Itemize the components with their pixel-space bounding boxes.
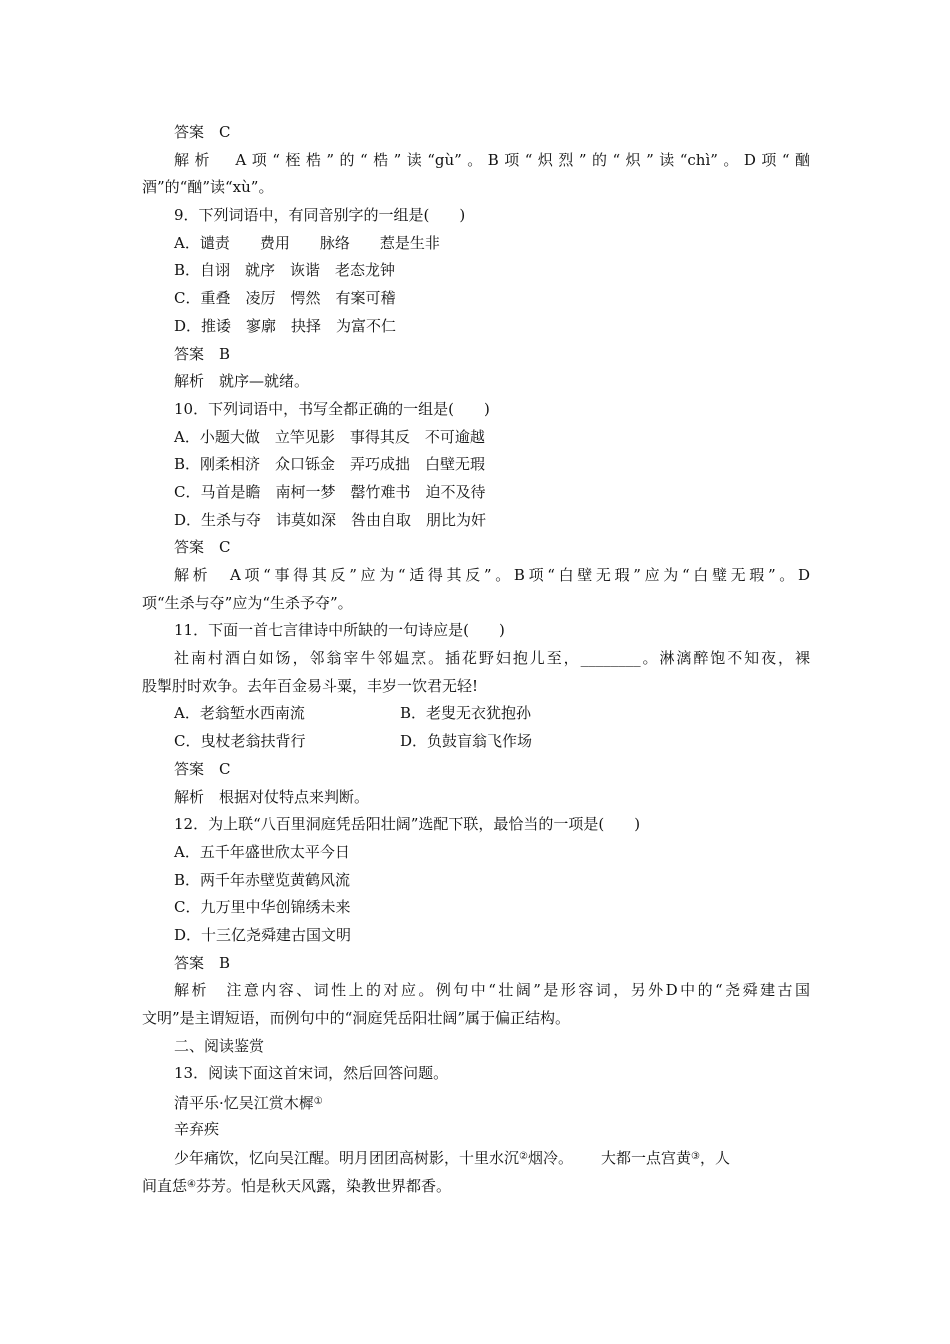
question-12: 12．为上联“八百里洞庭凭岳阳壮阔”选配下联，最恰当的一项是( ): [174, 815, 641, 834]
option-b: B．刚柔相济 众口铄金 弄巧成拙 白壁无瑕: [174, 455, 486, 474]
explanation-line: 酒”的“酗”读“xù”。: [142, 178, 274, 197]
explanation-line: 解析 根据对仗特点来判断。: [174, 787, 370, 806]
option-d: D．推诿 寥廓 抉择 为富不仁: [174, 316, 397, 335]
answer-line: 答案 B: [174, 344, 231, 363]
explanation-line: 解析 注意内容、词性上的对应。例句中“壮阔”是形容词，另外D中的“尧舜建古国: [174, 981, 810, 1000]
poem-line: 股掣肘时欢争。去年百金易斗粟，丰岁一饮君无轻!: [142, 676, 479, 695]
explanation-line: 解析 A项“桎梏”的“梏”读“gù”。B项“炽烈”的“炽”读“chì”。D项“酗: [174, 150, 810, 169]
poem-author: 辛弃疾: [174, 1119, 220, 1138]
question-9: 9．下列词语中，有同音别字的一组是( ): [174, 206, 466, 225]
option-a: A．老翁堑水西南流: [174, 704, 305, 723]
option-c: C．马首是瞻 南柯一梦 罄竹难书 迫不及待: [174, 482, 486, 501]
poem-text: 少年痛饮，忆向吴江醒。明月团团高树影，十里水沉②烟冷。 大都一点宫黄③，人: [174, 1149, 730, 1168]
option-d: D．负鼓盲翁飞作场: [400, 732, 533, 751]
options-row: [142, 700, 810, 728]
option-a: A．谴责 费用 脉络 惹是生非: [174, 233, 440, 252]
question-13: 13．阅读下面这首宋词，然后回答问题。: [174, 1064, 449, 1083]
section-heading: 二、阅读鉴赏: [174, 1036, 265, 1055]
options-row: [142, 728, 810, 756]
answer-line: 答案 C: [174, 759, 231, 778]
footnote-mark: ③: [691, 1151, 700, 1163]
poem-line: 社南村酒白如饧，邻翁宰牛邻媪烹。插花野妇抱儿至，________。淋漓醉饱不知夜，裸: [174, 649, 810, 668]
answer-line: 答案 B: [174, 953, 231, 972]
question-11: 11．下面一首七言律诗中所缺的一句诗应是( ): [174, 621, 505, 640]
poem-text: 间直恁④芬芳。怕是秋天风露，染教世界都香。: [142, 1177, 451, 1196]
explanation-line: 解析 就序—就绪。: [174, 372, 310, 391]
explanation-line: 文明”是主谓短语，而例句中的“洞庭凭岳阳壮阔”属于偏正结构。: [142, 1009, 571, 1027]
option-b: B．两千年赤壁览黄鹤风流: [174, 870, 351, 889]
footnote-mark: ②: [519, 1151, 528, 1163]
answer-line: 答案 C: [174, 123, 231, 141]
question-10: 10．下列词语中，书写全都正确的一组是( ): [174, 399, 490, 418]
poem-title: 清平乐·忆吴江赏木樨①: [174, 1094, 323, 1113]
document-body: [142, 119, 810, 1199]
option-c: C．九万里中华创锦绣未来: [174, 898, 351, 917]
option-b: B．老叟无衣犹抱孙: [400, 704, 532, 723]
option-b: B．自诩 就序 诙谐 老态龙钟: [174, 261, 396, 280]
option-d: D．十三亿尧舜建古国文明: [174, 925, 352, 944]
option-c: C．曳杖老翁扶背行: [174, 732, 306, 751]
footnote-mark: ①: [313, 1096, 323, 1108]
option-a: A．小题大做 立竿见影 事得其反 不可逾越: [174, 427, 485, 446]
option-d: D．生杀与夺 讳莫如深 咎由自取 朋比为奸: [174, 510, 487, 529]
explanation-line: 项“生杀与夺”应为“生杀予夺”。: [142, 593, 353, 612]
answer-line: 答案 C: [174, 538, 231, 557]
explanation-line: 解析 A项“事得其反”应为“适得其反”。B项“白壁无瑕”应为“白璧无瑕”。D: [174, 566, 810, 584]
option-c: C．重叠 凌厉 愕然 有案可稽: [174, 289, 396, 308]
option-a: A．五千年盛世欣太平今日: [174, 842, 350, 861]
footnote-mark: ④: [187, 1179, 196, 1191]
